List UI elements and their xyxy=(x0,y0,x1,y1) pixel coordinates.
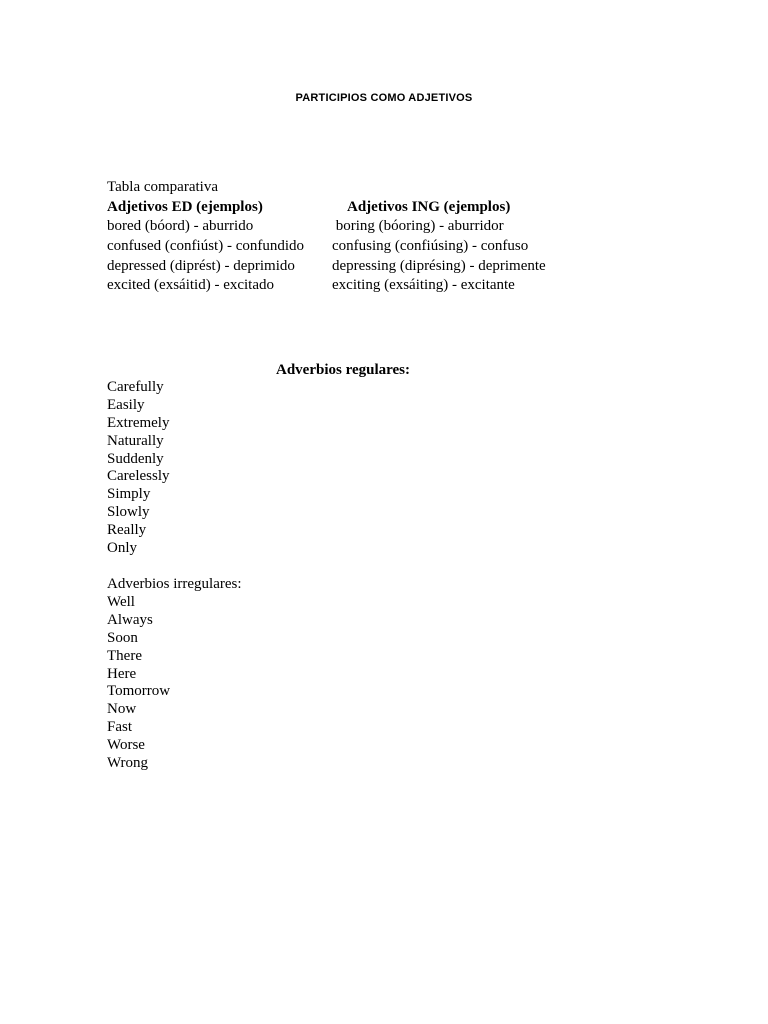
list-item: There xyxy=(107,647,142,664)
regular-adverbs-heading: Adverbios regulares: xyxy=(276,362,411,378)
list-item: Now xyxy=(107,701,137,718)
list-item: Really xyxy=(107,522,147,539)
list-item: Suddenly xyxy=(107,450,164,467)
ing-row: confusing (confiúsing) - confuso xyxy=(332,238,529,254)
list-item: Fast xyxy=(107,719,133,736)
list-item: Here xyxy=(107,665,137,682)
list-item: Carefully xyxy=(107,379,164,395)
table-intro: Tabla comparativa xyxy=(107,179,218,195)
list-item: Worse xyxy=(107,737,145,754)
ing-row: boring (bóoring) - aburridor xyxy=(332,218,504,234)
ed-row: confused (confiúst) - confundido xyxy=(107,238,305,254)
list-item: Always xyxy=(107,611,153,628)
ed-column-header: Adjetivos ED (ejemplos) xyxy=(107,199,263,215)
irregular-adverbs-heading: Adverbios irregulares: xyxy=(107,576,242,592)
list-item: Tomorrow xyxy=(107,683,171,700)
list-item: Naturally xyxy=(107,432,164,449)
list-item: Extremely xyxy=(107,414,170,431)
list-item: Simply xyxy=(107,486,151,503)
list-item: Carelessly xyxy=(107,468,170,485)
list-item: Soon xyxy=(107,629,138,646)
document-title: PARTICIPIOS COMO ADJETIVOS xyxy=(295,92,473,104)
ed-row: bored (bóord) - aburrido xyxy=(107,218,254,234)
ing-row: exciting (exsáiting) - excitante xyxy=(332,277,515,293)
list-item: Easily xyxy=(107,396,145,413)
ing-row: depressing (diprésing) - deprimente xyxy=(332,258,546,274)
irregular-adverbs-list xyxy=(107,594,170,773)
list-item: Wrong xyxy=(107,755,149,772)
list-item: Well xyxy=(107,594,135,610)
ed-row: excited (exsáitid) - excitado xyxy=(107,277,275,293)
ing-column-header: Adjetivos ING (ejemplos) xyxy=(347,199,511,215)
list-item: Only xyxy=(107,540,137,557)
regular-adverbs-list xyxy=(107,379,169,558)
list-item: Slowly xyxy=(107,504,150,521)
ed-row: depressed (diprést) - deprimido xyxy=(107,258,295,274)
